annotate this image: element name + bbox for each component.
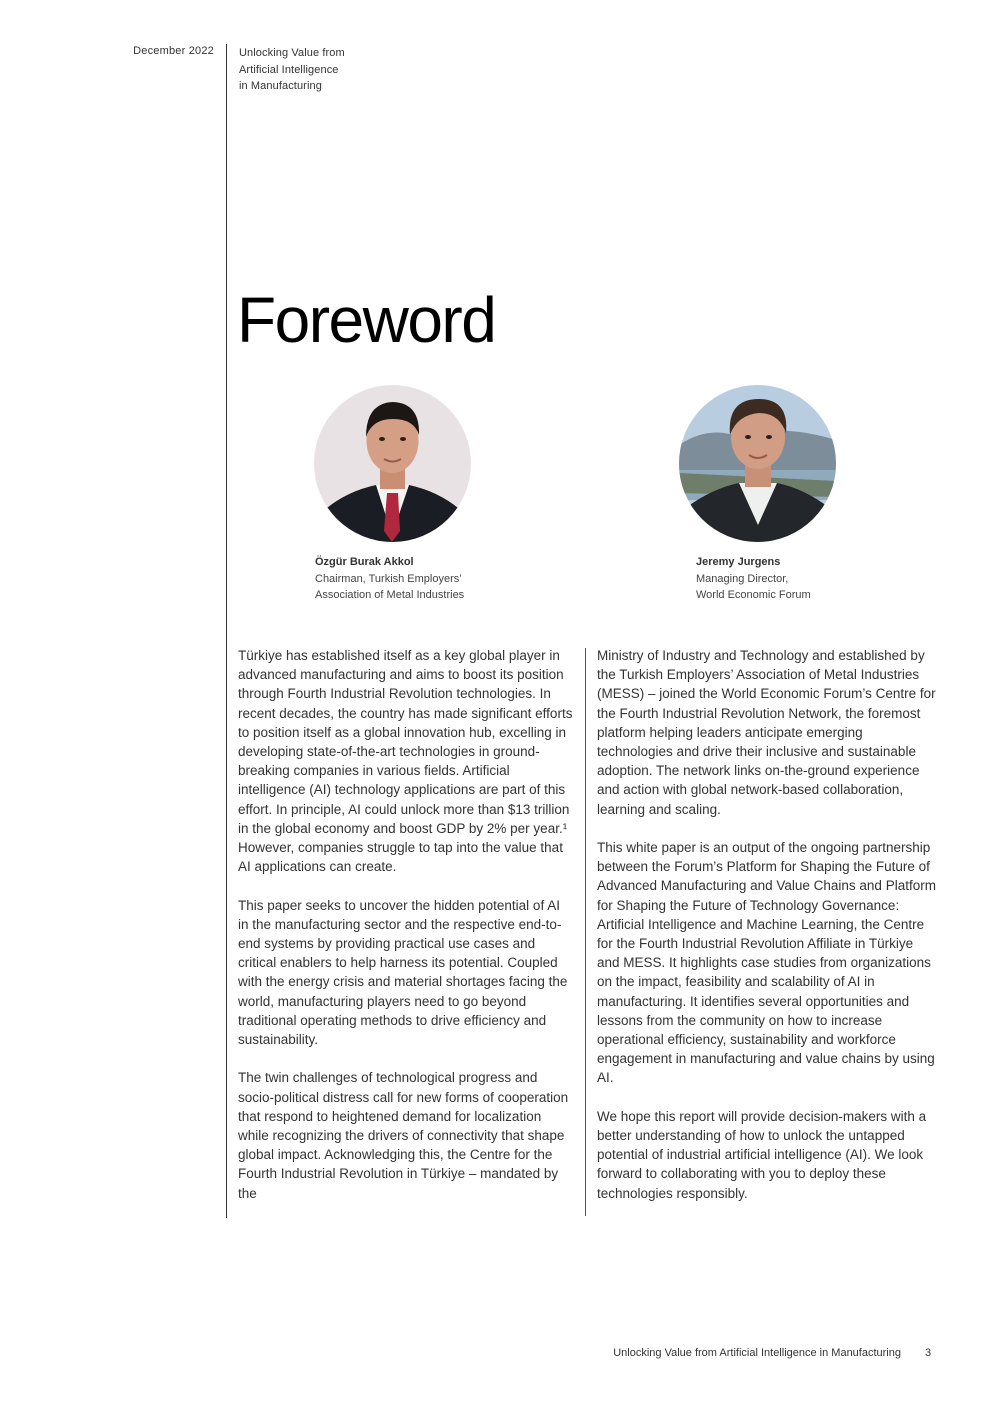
body-paragraph: The twin challenges of technological progress and socio-political distress call for new forms of cooperation that respond to heightened demand for localization while recognizing the drivers of connectivity that shape global impact. Acknowledging this, the Centre for the Fourth Industrial Revolution in Türkiye – mandated by the — [238, 1070, 569, 1201]
body-paragraph: This white paper is an output of the ongoing partnership between the Forum’s Platform for Shaping the Future of Advanced Manufacturing and Value Chains and Platform for Shaping the Future of Technology Governance: Artificial Intelligence and Machine Learning, the Centre for the Fourth Industrial Revolution Affiliate in Türkiye and MESS. It highlights case studies from organizations on the impact, feasibility and scalability of AI in manufacturing. It identifies several opportunities and lessons from the community on how to increase operational efficiency, sustainability and workforce engagement in manufacturing and value chains by using AI. — [597, 840, 936, 1086]
document-title-line: Unlocking Value from — [239, 47, 345, 59]
author-name: Jeremy Jurgens — [696, 556, 781, 568]
document-title-line: Artificial Intelligence — [239, 63, 339, 76]
margin-rule — [226, 44, 227, 1218]
publication-date: December 2022 — [133, 45, 214, 57]
body-column-right — [597, 646, 937, 1222]
body-paragraph: Ministry of Industry and Technology and established by the Turkish Employers’ Association of Metal Industries (MESS) – joined the World Economic Forum’s Centre for the Fourth Industrial Revolution Network, the foremost platform helping leaders anticipate emerging technologies and drive their inclusive and sustainable adoption. The network links on-the-ground experience and action with global network-based collaboration, learning and scaling. — [597, 648, 936, 817]
document-title — [239, 45, 345, 95]
author-role-line: World Economic Forum — [696, 589, 811, 601]
author-role-line: Chairman, Turkish Employers’ — [315, 572, 462, 585]
body-paragraph: We hope this report will provide decision-makers with a better understanding of how to unlock the untapped potential of industrial artificial intelligence (AI). We look forward to collaborating with you to deploy these technologies responsibly. — [597, 1108, 927, 1201]
portrait-ozgur-burak-akkol — [314, 385, 471, 542]
author-caption — [315, 554, 464, 604]
document-title-line: in Manufacturing — [239, 80, 322, 92]
body-paragraph: This paper seeks to uncover the hidden potential of AI in the manufacturing sector and the respective end-to-end systems by providing practical use cases and critical enablers to help harness its potential. Coupled with the energy crisis and material shortages facing the world, manufacturing players need to go beyond traditional operating methods to drive efficiency and sustainability. — [238, 897, 568, 1048]
author-role-line: Managing Director, — [696, 572, 789, 585]
footer-title: Unlocking Value from Artificial Intelligence in Manufacturing — [613, 1347, 901, 1359]
portrait-jeremy-jurgens — [679, 385, 836, 542]
author-caption — [696, 554, 811, 604]
page-heading: Foreword — [237, 284, 496, 356]
column-divider — [585, 648, 586, 1216]
author-name: Özgür Burak Akkol — [315, 556, 414, 568]
author-role-line: Association of Metal Industries — [315, 589, 465, 601]
body-column-left — [238, 646, 574, 1222]
body-paragraph: Türkiye has established itself as a key global player in advanced manufacturing and aims to boost its position through Fourth Industrial Revolution technologies. In recent decades, the country has made significant efforts to position itself as a global innovation hub, excelling in developing state-of-the-art technologies in ground-breaking companies in various fields. Artificial intelligence (AI) technology applications are part of this effort. In principle, AI could unlock more than $13 trillion in the global economy and boost GDP by 2% per year.¹ However, companies struggle to tap into the value that AI applications can create. — [238, 648, 573, 875]
page-number: 3 — [925, 1347, 932, 1359]
